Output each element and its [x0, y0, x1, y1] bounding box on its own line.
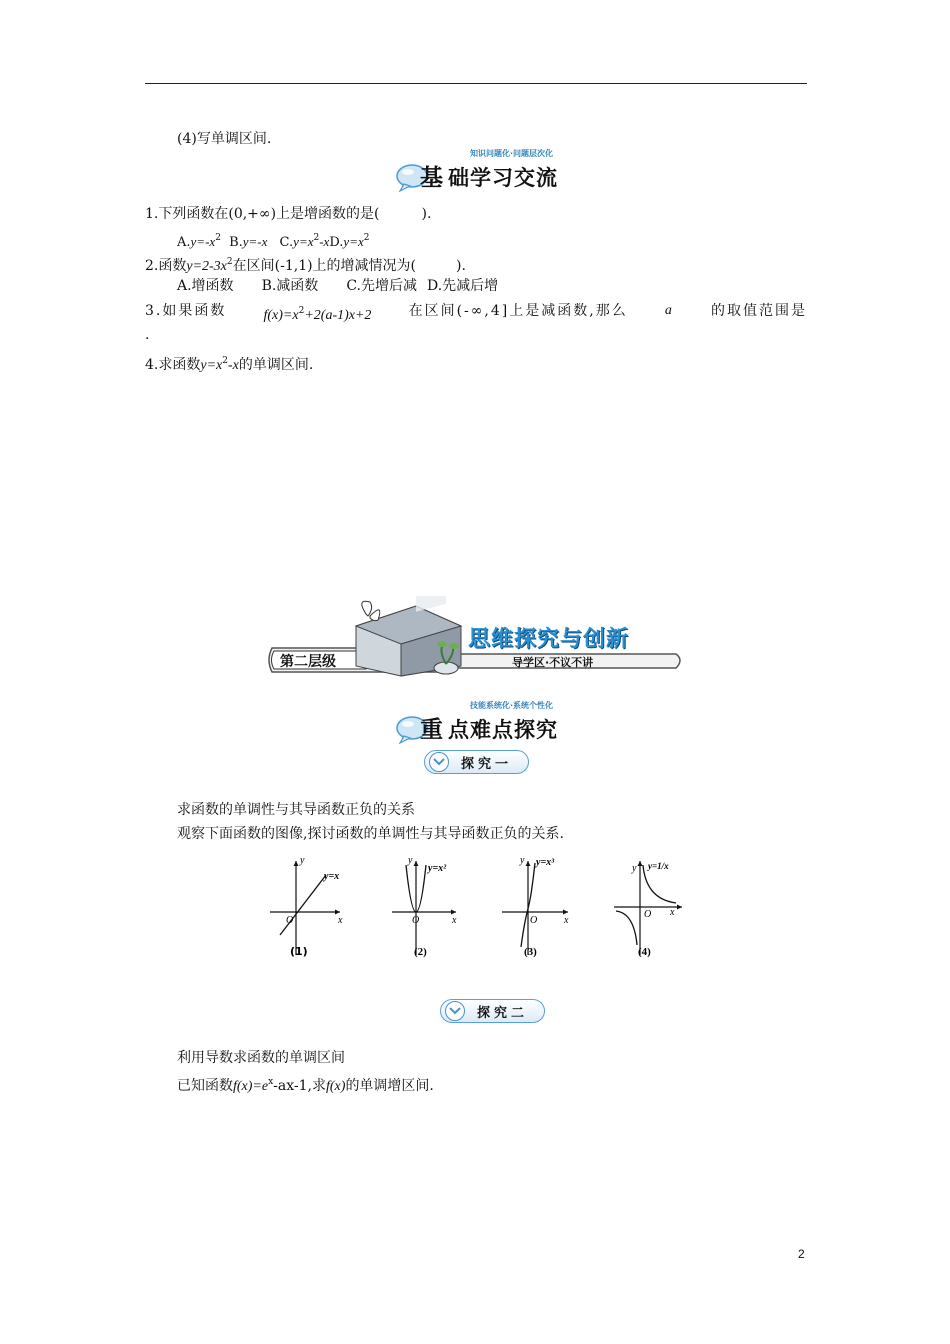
question-2-mid: 在区间(-1,1)上的增减情况为(	[232, 258, 417, 274]
question-4-stem: 4.求函数	[145, 357, 201, 373]
y-axis-label: y	[520, 855, 525, 866]
question-4-expr-tail: -x	[227, 358, 239, 373]
option-c-exponent: 2	[313, 233, 320, 243]
question-2-stem: 2.函数	[145, 258, 187, 274]
question-4-expr: y=x	[200, 358, 223, 373]
graph-2-caption: (2)	[414, 946, 427, 958]
section-banner-title: 点难点探究	[448, 718, 558, 742]
graph-3-func: y=x³	[536, 857, 555, 868]
question-2	[145, 253, 466, 276]
chevron-down-icon	[429, 752, 449, 772]
y-axis-label: y	[300, 855, 305, 866]
question-2-expr: y=2-3x	[186, 259, 227, 274]
explore-2-heading: 利用导数求函数的单调区间	[177, 1050, 345, 1066]
question-1-end: ).	[421, 206, 432, 222]
origin-label: O	[412, 915, 420, 926]
question-3-fx-tail: +2(a-1)x+2	[304, 308, 372, 323]
question-2-exponent: 2	[226, 257, 233, 267]
question-4-end: 的单调区间.	[238, 357, 314, 373]
level-subtitle: 导学区·不议不讲	[512, 656, 594, 669]
graph-4-func: y=1/x	[648, 861, 669, 871]
question-3-exponent: 2	[298, 306, 305, 316]
question-4	[145, 352, 313, 375]
option-b: B.减函数	[261, 278, 319, 294]
section-banner-first-char: 基	[420, 165, 444, 191]
explore-2-text	[177, 1073, 434, 1096]
question-3-fx: f(x)=x	[263, 308, 299, 323]
option-a: A.增函数	[177, 278, 234, 294]
explore-1-heading: 求函数的单调性与其导函数正负的关系	[177, 802, 415, 818]
question-2-end: ).	[456, 258, 466, 274]
option-c-expr: y=x	[293, 234, 314, 249]
section-banner-key	[394, 700, 558, 744]
origin-label: O	[530, 915, 538, 926]
explore-2-tab	[440, 999, 545, 1023]
explore-1-tab	[424, 750, 529, 774]
explore-2-end: 的单调增区间.	[345, 1078, 434, 1094]
explore-1-text: 观察下面函数的图像,探讨函数的单调性与其导函数正负的关系.	[177, 826, 564, 842]
graph-3-caption: (3)	[524, 946, 537, 958]
x-axis-label: x	[452, 915, 457, 926]
graph-2	[392, 855, 457, 958]
graph-1-func: y=x	[324, 871, 340, 882]
header-rule	[145, 83, 807, 84]
section-banner-first-char: 重	[420, 717, 444, 743]
origin-label: O	[644, 909, 652, 920]
butterfly-icon	[362, 601, 380, 620]
explore-2-label: 探究二	[477, 1005, 529, 1021]
option-c: C.先增后减	[346, 278, 417, 294]
section-banner-tagline: 技能系统化·系统个性化	[470, 701, 554, 710]
option-d-exponent: 2	[363, 233, 370, 243]
question-3-param: a	[664, 303, 674, 318]
option-d-label: D.	[329, 235, 344, 250]
option-c-label: C.	[279, 235, 294, 250]
x-axis-label: x	[564, 915, 569, 926]
graph-1-caption: (1)	[290, 945, 308, 958]
question-4-exponent: 2	[222, 356, 228, 366]
section-banner-basic	[394, 148, 558, 192]
question-3-stem: 3.如果函数	[145, 303, 227, 319]
graphs-row	[266, 855, 696, 965]
explore-2-stem: 已知函数	[177, 1078, 233, 1094]
explore-2-fx: f(x)=e	[233, 1079, 269, 1094]
option-a-label: A.	[177, 235, 191, 250]
option-b-expr: y=-x	[242, 234, 268, 249]
section-banner-title: 础学习交流	[448, 166, 558, 190]
question-2-options	[177, 277, 498, 295]
top-line: (4)写单调区间.	[177, 131, 272, 147]
option-b-label: B.	[229, 235, 243, 250]
option-a-expr: y=-x	[190, 234, 216, 249]
y-axis-label: y	[632, 863, 637, 874]
origin-label: O	[286, 915, 294, 926]
question-1-options	[177, 229, 369, 252]
level-title: 思维探究与创新	[468, 627, 630, 652]
explore-2-mid: -ax-1,求	[273, 1078, 326, 1094]
option-a-exponent: 2	[215, 233, 221, 243]
section-banner-tagline: 知识问题化·问题层次化	[470, 149, 554, 158]
explore-2-exponent: x	[268, 1077, 274, 1087]
graph-1	[270, 855, 343, 958]
question-1-stem: 1.下列函数在(0,+∞)上是增函数的是(	[145, 206, 380, 222]
question-3-ask: 的取值范围是	[710, 303, 807, 319]
chevron-down-icon	[445, 1001, 465, 1021]
x-axis-label: x	[338, 915, 343, 926]
level-banner	[266, 596, 686, 678]
option-d: D.先减后增	[426, 278, 499, 294]
page-number: 2	[798, 1247, 805, 1261]
question-1	[145, 205, 431, 223]
y-axis-label: y	[408, 855, 413, 866]
graph-2-func: y=x²	[428, 863, 447, 874]
graph-4	[614, 861, 682, 958]
x-axis-label: x	[670, 907, 675, 918]
question-3-condition: 在区间(-∞,4]上是减函数,那么	[408, 303, 628, 319]
option-d-expr: y=x	[343, 234, 364, 249]
explore-1-label: 探究一	[461, 756, 513, 772]
graph-4-caption: (4)	[638, 946, 651, 958]
question-3-tail: .	[145, 327, 150, 343]
graph-3	[502, 855, 569, 958]
function-graphs	[266, 855, 696, 965]
option-c-expr-tail: -x	[319, 234, 330, 249]
level-label: 第二层级	[280, 654, 336, 670]
explore-2-fx2: f(x)	[326, 1079, 346, 1094]
question-3	[145, 302, 807, 325]
